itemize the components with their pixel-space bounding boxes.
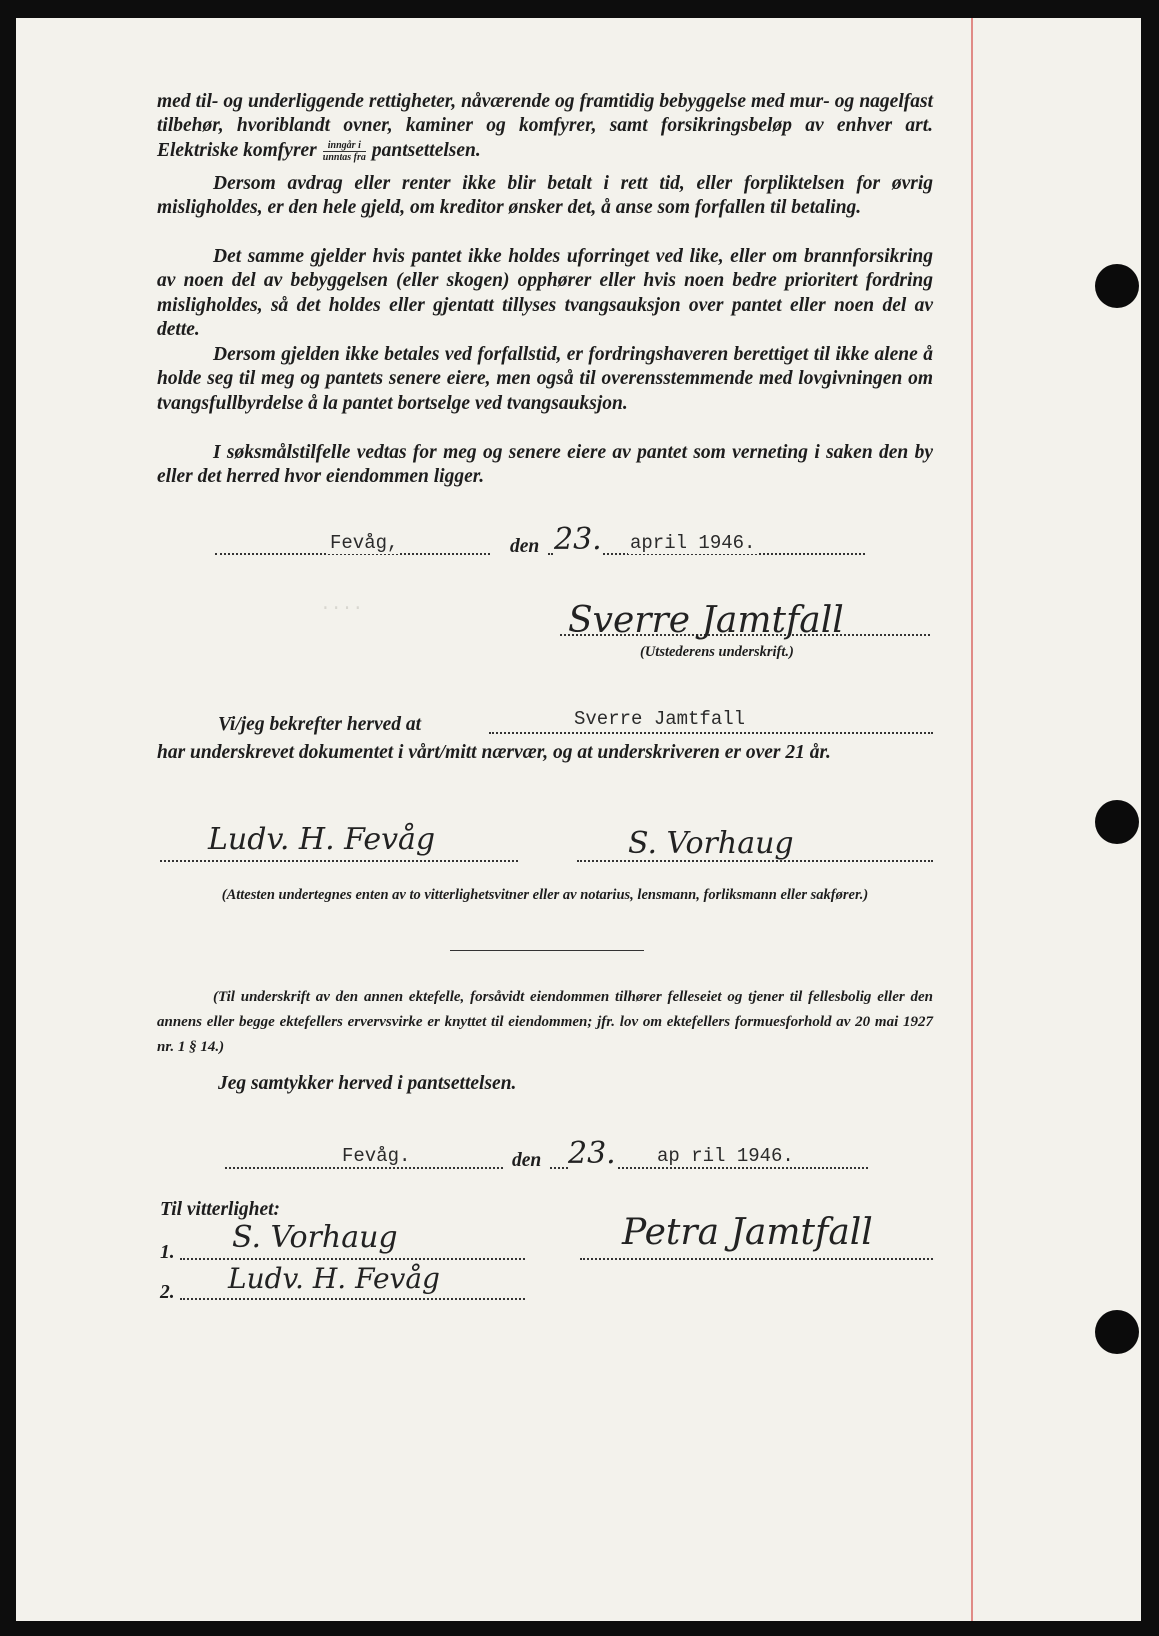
issuer-caption: (Utstederens underskrift.) [640,644,794,660]
consent-text: Jeg samtykker herved i pantsettelsen. [218,1073,517,1094]
witness2-signature-1: S. Vorhaug [232,1220,398,1255]
spouse-signature-line [580,1258,933,1260]
witness-signature-2: S. Vorhaug [628,826,794,861]
paragraph-insurance: Det samme gjelder hvis pantet ikke holdes uforringet ved like, eller om brannforsikring av noen del av bebyggelsen (eller skogen) opphører eller hvis noen bedre prioritert fordring misligholdes, så det holdes eller gjentatt tillyses tvangsauksjon over pantet eller noen del av dette. [157,246,933,341]
vitterlighet-label: Til vitterlighet: [160,1199,281,1220]
confirm-text: har underskrevet dokumentet i vårt/mitt nærvær, og at underskriveren er over 21 år. [157,742,831,763]
confirm-prefix: Vi/jeg bekrefter herved at [218,714,422,735]
place-value: Fevåg, [330,532,399,554]
paragraph-rights: med til- og underliggende rettigheter, nåværende og framtidig bebyggelse med mur- og nagelfast tilbehør, hvoriblandt ovner, kaminer og komfyrer, samt forsikringsbeløp av enhver art. Elektriske komfyrer $\frac{\text{inngår i}}{\text{unntas fra}}$ pantsettelsen. [157,91,933,163]
day-handwritten: 23. [554,522,602,557]
date-value-2: ap ril 1946. [657,1145,794,1167]
divider [450,950,644,951]
den-label-2: den [512,1150,542,1171]
witness-number-2: 2. [160,1282,175,1303]
spouse-signature: Petra Jamtfall [622,1212,873,1253]
witness-signature-1: Ludv. H. Fevåg [208,822,436,857]
place-dotted-line-2 [225,1167,503,1169]
witness-number-1: 1. [160,1242,175,1263]
witness-dotted-line-1 [160,860,518,862]
fraction-choice: $\frac{\text{inngår i}}{\text{unntas fra}}$ [322,139,366,163]
punch-hole [1095,1310,1139,1354]
witness-line-1 [180,1258,525,1260]
place-value-2: Fevåg. [342,1145,411,1167]
spouse-note: (Til underskrift av den annen ektefelle, forsåvidt eiendommen tilhører felleseiet og tjener til fellesbolig eller den annens eller begge ektefellers ervervsvirke er knyttet til eiendommen; jfr. lov om ektefellers formuesforhold av 20 mai 1927 nr. 1 § 14.) [157,989,933,1055]
witness-line-2 [180,1298,525,1300]
confirm-dotted-line [489,732,933,734]
date-value: april 1946. [630,532,756,554]
issuer-signature: Sverre Jamtfall [568,600,844,641]
punch-hole [1095,800,1139,844]
margin-line [971,18,973,1621]
den-label: den [510,536,540,557]
bleed-through: .... [320,595,364,615]
attest-note: (Attesten undertegnes enten av to vitterlighetsvitner eller av notarius, lensmann, forliksmann eller sakfører.) [221,887,869,903]
paragraph-venue: I søksmålstilfelle vedtas for meg og senere eiere av pantet som verneting i saken den by eller det herred hvor eiendommen ligger. [157,442,933,488]
confirm-name: Sverre Jamtfall [574,708,746,730]
punch-hole [1095,264,1139,308]
witness2-signature-2: Ludv. H. Fevåg [228,1262,440,1295]
paragraph-default: Dersom avdrag eller renter ikke blir betalt i rett tid, eller forpliktelsen for øvrig misligholdes, er den hele gjeld, om kreditor ønsker det, å anse som forfallen til betaling. [157,173,933,219]
day-handwritten-2: 23. [568,1136,616,1171]
paragraph-enforcement: Dersom gjelden ikke betales ved forfallstid, er fordringshaveren berettiget til ikke alene å holde seg til meg og pantets senere eiere, men også til overensstemmende med lovgivningen om tvangsfullbyrdelse å la pantet bortselge ved tvangsauksjon. [157,344,933,414]
